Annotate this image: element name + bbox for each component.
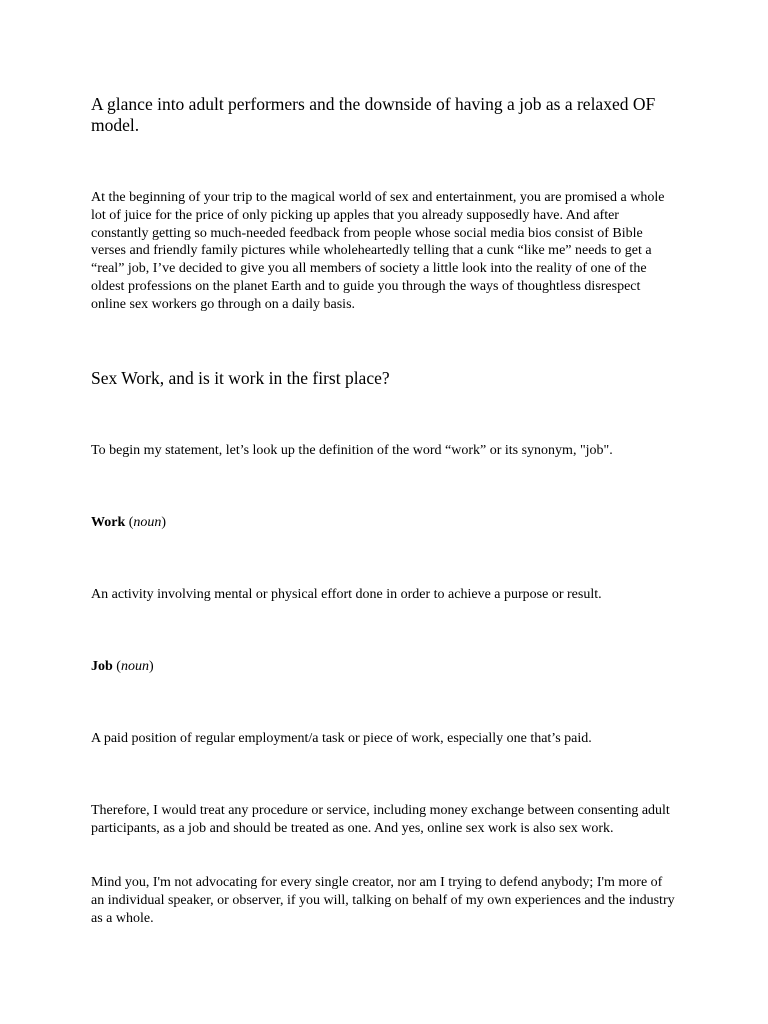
term-work: [91, 514, 675, 532]
term-job-part-of-speech: noun: [120, 659, 149, 674]
term-job-definition: A paid position of regular employment/a task or piece of work, especially one that’s paid.: [91, 731, 592, 746]
section-heading: Sex Work, and is it work in the first place?: [91, 368, 390, 388]
term-job: [91, 658, 675, 676]
term-job-word: Job: [91, 659, 113, 674]
intro-paragraph: At the beginning of your trip to the magical world of sex and entertainment, you are promised a whole lot of juice for the price of only picking up apples that you already supposedly have. And after constantly getting so much-needed feedback from people whose social media bios consist of Bible verses and friendly family pictures while wholeheartedly telling that a cunk “like me” needs to get a “real” job, I’ve decided to give you all members of society a little look into the reality of one of the oldest professions on the planet Earth and to guide you through the ways of thoughtless disrespect online sex workers go through on a daily basis.: [91, 190, 665, 312]
term-work-paren-close: ): [161, 515, 167, 530]
term-work-part-of-speech: noun: [133, 515, 162, 530]
document-title: A glance into adult performers and the downside of having a job as a relaxed OF model.: [91, 94, 656, 135]
term-job-paren-open: (: [112, 659, 121, 674]
term-work-word: Work: [91, 515, 126, 530]
term-work-paren-open: (: [125, 515, 134, 530]
definition-intro-paragraph: To begin my statement, let’s look up the definition of the word “work” or its synonym, "job".: [91, 443, 613, 458]
conclusion-paragraph: Therefore, I would treat any procedure or service, including money exchange between consenting adult participants, as a job and should be treated as one. And yes, online sex work is also sex work.: [91, 803, 670, 836]
term-work-definition: An activity involving mental or physical effort done in order to achieve a purpose or result.: [91, 587, 602, 602]
disclaimer-paragraph: Mind you, I'm not advocating for every single creator, nor am I trying to defend anybody; I'm more of an individual speaker, or observer, if you will, talking on behalf of my own experiences and the industry as a whole.: [91, 875, 675, 926]
term-job-paren-close: ): [148, 659, 154, 674]
